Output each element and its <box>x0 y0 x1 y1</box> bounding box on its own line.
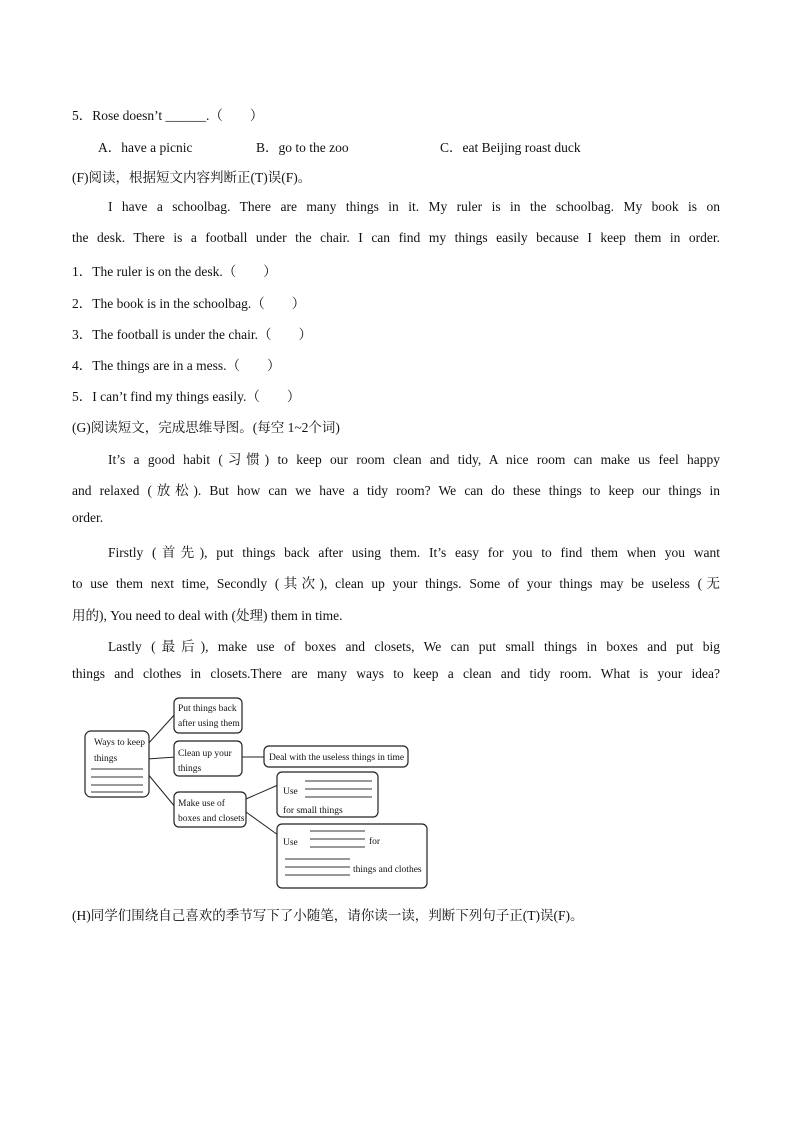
connector-root-b1 <box>147 713 176 745</box>
mind-map-branch-2-label-1: Clean up your <box>178 749 232 759</box>
section-h-heading: (H)同学们围绕自己喜欢的季节写下了小随笔，请你读一读，判断下列句子正(T)误(F)。 <box>72 908 584 923</box>
mind-map-branch-1-label-1: Put things back <box>178 704 237 714</box>
connector-root-b3 <box>147 773 176 808</box>
connector-b3-child1 <box>246 785 278 799</box>
mind-map-branch-1-label-2: after using them <box>178 719 240 729</box>
section-f-item-3: 3．The football is under the chair.（ ） <box>72 327 312 342</box>
section-g-p1-line-1: It’s a good habit (习惯) to keep our room clean and tidy, A nice room can make us feel happy <box>108 452 720 467</box>
section-f-item-1: 1．The ruler is on the desk.（ ） <box>72 264 277 279</box>
section-g-p2-line-3: 用的), You need to deal with (处理) them in time. <box>72 608 343 623</box>
mind-map-branch-3-child-2-for: for <box>369 837 381 847</box>
mind-map-branch-3-child-2-tail: things and clothes <box>353 865 422 875</box>
connector-b3-child2 <box>246 812 278 835</box>
section-f-heading: (F)阅读，根据短文内容判断正(T)误(F)。 <box>72 170 312 185</box>
section-g-heading: (G)阅读短文，完成思维导图。(每空 1~2个词) <box>72 420 340 435</box>
mind-map-branch-2-label-2: things <box>178 764 202 774</box>
q5-option-a: A．have a picnic <box>98 140 193 155</box>
section-f-passage-line-1: I have a schoolbag. There are many things in it. My ruler is in the schoolbag. My book is on <box>108 199 720 214</box>
mind-map-branch-3-label-1: Make use of <box>178 799 225 809</box>
section-g-p2-line-1: Firstly (首先), put things back after using them. It’s easy for you to find them when you want <box>108 545 720 560</box>
section-g-p1-line-3: order. <box>72 510 104 525</box>
section-g-p3-line-2: things and clothes in closets.There are many ways to keep a clean and tidy room. What is your idea? <box>72 666 720 681</box>
mind-map-branch-3-child-2-use: Use <box>283 838 298 848</box>
section-f-item-4: 4．The things are in a mess.（ ） <box>72 358 281 373</box>
section-g-p3-line-1: Lastly (最后), make use of boxes and closets, We can put small things in boxes and put big <box>108 639 720 654</box>
mind-map-branch-3-child-2-box <box>277 824 427 888</box>
q5-option-c: C．eat Beijing roast duck <box>440 140 581 155</box>
mind-map-root-label-2: things <box>94 754 118 764</box>
mind-map-root-label-1: Ways to keep <box>94 738 145 748</box>
mind-map-diagram <box>80 695 440 895</box>
section-f-item-2: 2．The book is in the schoolbag.（ ） <box>72 296 306 311</box>
section-g-p1-line-2: and relaxed (放松). But how can we have a tidy room? We can do these things to keep our things in <box>72 483 720 498</box>
mind-map-branch-3-child-1-for: for small things <box>283 806 343 816</box>
connector-root-b2 <box>147 757 176 759</box>
section-g-p2-line-2: to use them next time, Secondly (其次), clean up your things. Some of your things may be useless (无 <box>72 576 720 591</box>
mind-map-branch-3-label-2: boxes and closets <box>178 814 245 824</box>
q5-option-b: B．go to the zoo <box>256 140 349 155</box>
mind-map-branch-2-child-label: Deal with the useless things in time <box>269 753 405 763</box>
section-f-passage-line-2: the desk. There is a football under the chair. I can find my things easily because I keep them in order. <box>72 230 720 245</box>
section-f-item-5: 5．I can’t find my things easily.（ ） <box>72 389 301 404</box>
mind-map-branch-3-child-1-use: Use <box>283 787 298 797</box>
q5-stem: 5．Rose doesn’t ______.（ ） <box>72 108 264 123</box>
